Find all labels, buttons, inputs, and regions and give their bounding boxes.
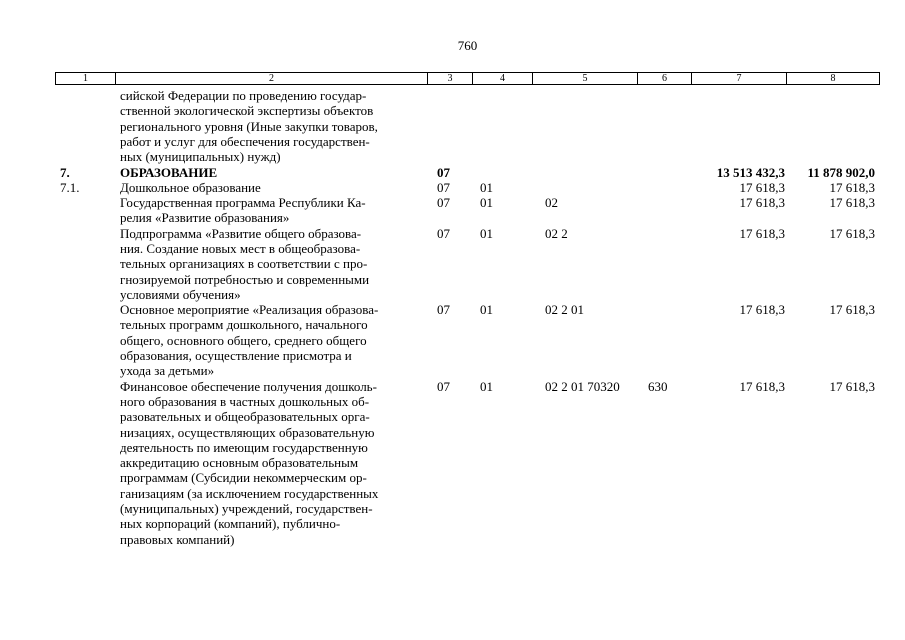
target-article-code: 02 2 01 [545,302,584,318]
amount-year-1: 17 618,3 [739,179,785,195]
description-line: регионального уровня (Иные закупки товаров, [120,118,378,134]
amount-year-1: 17 618,3 [739,225,785,241]
description-line: условиями обучения» [120,286,241,302]
target-article-code: 02 2 01 70320 [545,378,620,394]
row-description [120,180,420,195]
description-line: разовательных и общеобразовательных орга- [120,409,370,425]
row-number: 7.1. [60,179,80,195]
row-description [120,88,420,164]
section-code: 07 [437,195,450,211]
section-code: 07 [437,164,450,180]
row-description [120,165,420,180]
description-line: ных (муниципальных) нужд) [120,149,281,165]
description-line: ственной экологической экспертизы объектов [120,103,374,119]
column-number-header [55,72,880,85]
section-code: 07 [437,302,450,318]
description-line: Государственная программа Республики Ка- [120,195,366,211]
amount-year-1: 17 618,3 [739,302,785,318]
target-article-code: 02 [545,195,558,211]
description-line: ухода за детьми» [120,363,215,379]
subsection-code: 01 [480,378,493,394]
description-line: правовых компаний) [120,531,235,547]
description-line: (муниципальных) учреждений, государствен- [120,501,373,517]
column-number: 2 [116,73,428,85]
description-line: образования, осуществление присмотра и [120,348,352,364]
page-number: 760 [457,38,478,53]
amount-year-2: 17 618,3 [829,378,875,394]
row-number: 7. [60,164,70,180]
description-line: общего, основного общего, среднего общего [120,332,367,348]
section-code: 07 [437,179,450,195]
column-number: 1 [56,73,116,85]
description-line: ОБРАЗОВАНИЕ [120,164,218,180]
column-number: 3 [428,73,473,85]
description-line: ния. Создание новых мест в общеобразова- [120,240,361,256]
description-line: ных корпораций (компаний), публично- [120,516,341,532]
amount-year-2: 17 618,3 [829,225,875,241]
description-line: релия «Развитие образования» [120,210,290,226]
section-code: 07 [437,378,450,394]
row-description [120,226,420,302]
description-line: гнозируемой потребностью и современными [120,271,370,287]
row-description [120,302,420,378]
description-line: Дошкольное образование [120,179,261,195]
subsection-code: 01 [480,225,493,241]
description-line: ганизациям (за исключением государственных [120,485,379,501]
description-line: тельных организациях в соответствии с про- [120,256,368,272]
description-line: ного образования в частных дошкольных об- [120,393,370,409]
description-line: деятельность по имеющим государственную [120,439,368,455]
amount-year-2: 17 618,3 [829,302,875,318]
description-line: Подпрограмма «Развитие общего образова- [120,225,362,241]
column-number: 6 [638,73,692,85]
description-line: тельных программ дошкольного, начального [120,317,368,333]
subsection-code: 01 [480,302,493,318]
row-description [120,379,420,547]
subsection-code: 01 [480,179,493,195]
column-number: 5 [533,73,638,85]
amount-year-1: 13 513 432,3 [716,164,785,180]
amount-year-2: 11 878 902,0 [807,164,875,180]
column-number: 7 [692,73,787,85]
expense-type-code: 630 [648,378,668,394]
amount-year-2: 17 618,3 [829,195,875,211]
column-number: 8 [787,73,880,85]
description-line: программам (Субсидии некоммерческим ор- [120,470,367,486]
amount-year-1: 17 618,3 [739,378,785,394]
amount-year-1: 17 618,3 [739,195,785,211]
description-line: работ и услуг для обеспечения государствен- [120,133,370,149]
description-line: низациях, осуществляющих образовательную [120,424,375,440]
description-line: аккредитацию основным образовательным [120,455,359,471]
column-number: 4 [473,73,533,85]
row-description [120,195,420,226]
subsection-code: 01 [480,195,493,211]
section-code: 07 [437,225,450,241]
description-line: Основное мероприятие «Реализация образова- [120,302,379,318]
description-line: сийской Федерации по проведению государ- [120,88,367,103]
target-article-code: 02 2 [545,225,568,241]
description-line: Финансовое обеспечение получения дошколь- [120,378,377,394]
amount-year-2: 17 618,3 [829,179,875,195]
